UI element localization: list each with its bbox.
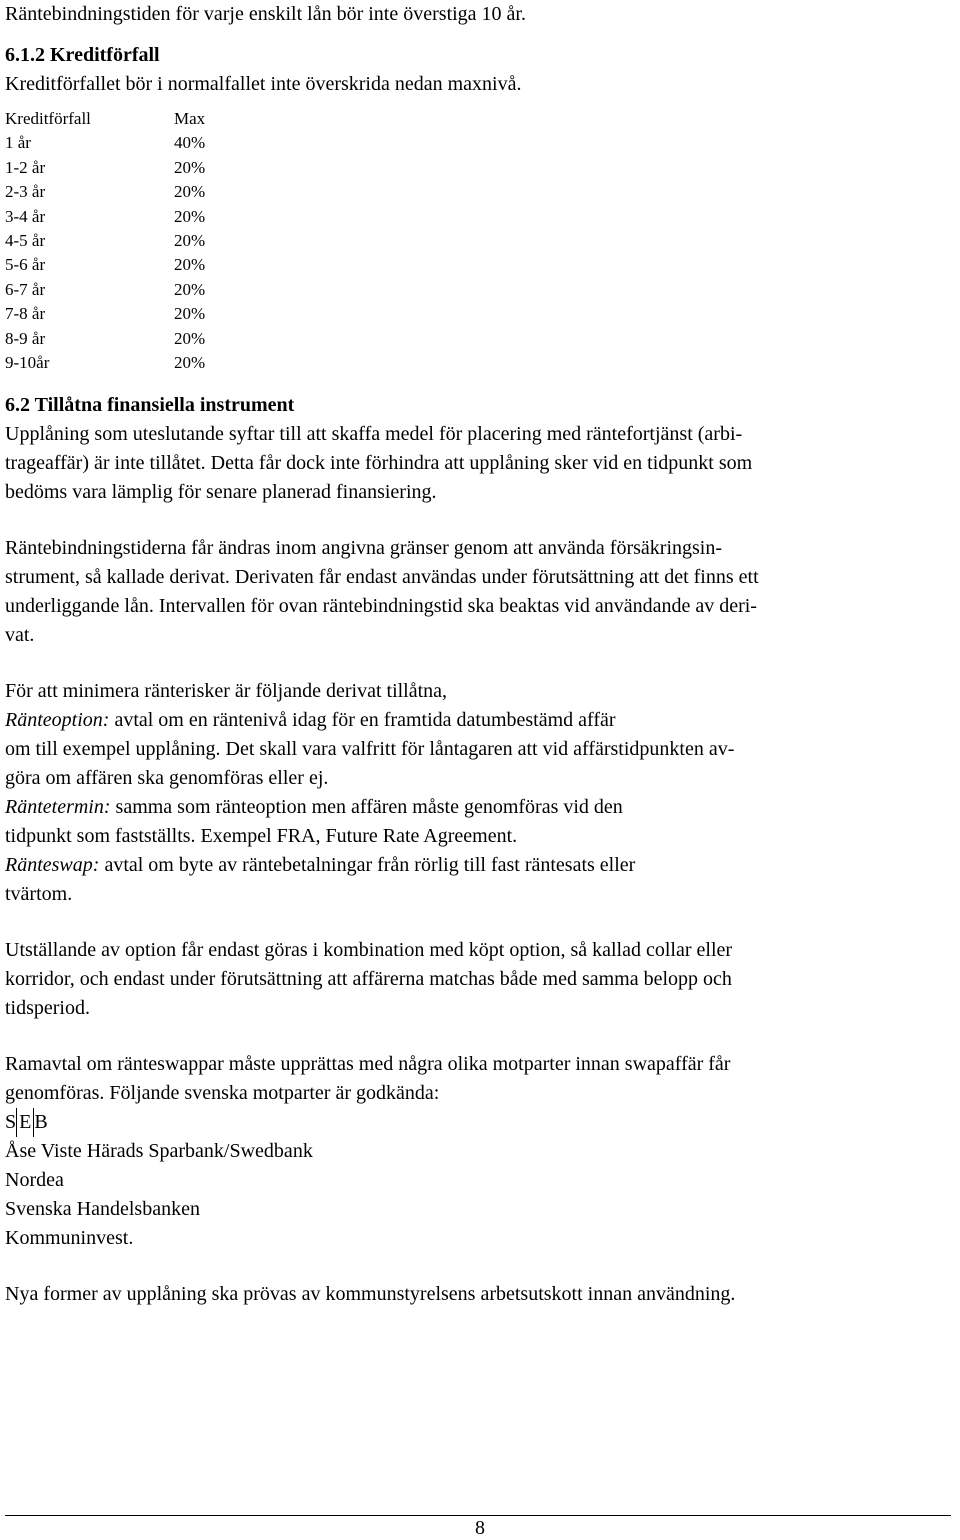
table-row <box>5 180 955 204</box>
table-cell-max: 40% <box>174 133 206 153</box>
paragraph-line: vat. <box>5 624 35 647</box>
table-cell-period: 5-6 år <box>5 255 46 275</box>
section-612-heading: 6.1.2 Kreditförfall <box>5 44 160 66</box>
paragraph-line: Upplåning som uteslutande syftar till att skaffa medel för placering med räntefortjänst (arbi- <box>5 423 743 446</box>
table-cell-period: 9-10år <box>5 353 50 373</box>
derivative-term: Ränteswap: <box>5 854 100 877</box>
seb-letter: E <box>16 1108 34 1137</box>
table-cell-period: 7-8 år <box>5 304 46 324</box>
page-number: 8 <box>475 1517 485 1539</box>
table-cell-period: 6-7 år <box>5 279 46 299</box>
paragraph-line: om till exempel upplåning. Det skall vara valfritt för låntagaren att vid affärstidpunkten av- <box>5 738 735 761</box>
table-row <box>5 278 955 302</box>
paragraph-line: tidpunkt som fastställts. Exempel FRA, Future Rate Agreement. <box>5 825 518 848</box>
paragraph-arbitrage <box>5 420 955 507</box>
table-header-max: Max <box>174 109 206 128</box>
kreditforfall-table <box>5 107 955 375</box>
derivative-description: samma som ränteoption men affären måste genomföras vid den <box>110 796 623 819</box>
table-cell-max: 20% <box>174 157 206 177</box>
derivative-description: avtal om byte av räntebetalningar från rörlig till fast räntesats eller <box>99 854 636 877</box>
table-cell-max: 20% <box>174 353 206 373</box>
table-cell-max: 20% <box>174 304 206 324</box>
table-cell-period: 8-9 år <box>5 328 46 348</box>
paragraph-line: göra om affären ska genomföras eller ej. <box>5 767 329 790</box>
intro-line: Räntebindningstiden för varje enskilt lån bör inte överstiga 10 år. <box>5 3 526 25</box>
table-header-row <box>5 107 955 131</box>
derivative-description: avtal om en räntenivå idag för en framtida datumbestämd affär <box>109 709 616 732</box>
document-page <box>5 0 955 1309</box>
counterparty-item: Kommuninvest. <box>5 1227 134 1250</box>
counterparty-item: Svenska Handelsbanken <box>5 1198 200 1221</box>
table-cell-period: 2-3 år <box>5 182 46 202</box>
section-62-heading: 6.2 Tillåtna finansiella instrument <box>5 394 295 417</box>
table-cell-max: 20% <box>174 328 206 348</box>
table-row <box>5 229 955 253</box>
paragraph-line: För att minimera ränterisker är följande derivat tillåtna, <box>5 680 448 703</box>
derivative-term: Räntetermin: <box>5 796 111 819</box>
derivative-term: Ränteoption: <box>5 709 110 732</box>
seb-letter: B <box>34 1111 48 1134</box>
table-row <box>5 131 955 155</box>
table-cell-period: 1-2 år <box>5 157 46 177</box>
paragraph-line: underliggande lån. Intervallen för ovan räntebindningstid ska beaktas vid användande av deri- <box>5 595 757 618</box>
derivative-item-termin <box>5 793 955 822</box>
counterparty-item: Åse Viste Härads Sparbank/Swedbank <box>5 1140 313 1163</box>
table-cell-max: 20% <box>174 255 206 275</box>
table-cell-period: 1 år <box>5 133 31 153</box>
seb-letter: S <box>5 1111 17 1134</box>
paragraph-line: trageaffär) är inte tillåtet. Detta får dock inte förhindra att upplåning sker vid en tidpunkt som <box>5 452 753 475</box>
paragraph-counterparties <box>5 1050 955 1253</box>
table-cell-max: 20% <box>174 231 206 251</box>
table-cell-period: 4-5 år <box>5 231 46 251</box>
table-row <box>5 351 955 375</box>
table-row <box>5 302 955 326</box>
paragraph-line: Ramavtal om ränteswappar måste upprättas med några olika motparter innan swapaffär får <box>5 1053 731 1076</box>
table-row <box>5 253 955 277</box>
paragraph-line: tvärtom. <box>5 883 73 906</box>
paragraph-line: Utställande av option får endast göras i kombination med köpt option, så kallad collar eller <box>5 939 733 962</box>
paragraph-option <box>5 936 955 1023</box>
derivative-item-swap <box>5 851 955 880</box>
counterparty-seb <box>5 1108 955 1137</box>
table-cell-max: 20% <box>174 279 206 299</box>
paragraph-derivat <box>5 534 955 650</box>
table-cell-period: 3-4 år <box>5 206 46 226</box>
table-header-period: Kreditförfall <box>5 109 91 128</box>
table-row <box>5 156 955 180</box>
table-row <box>5 205 955 229</box>
section-612-text: Kreditförfallet bör i normalfallet inte överskrida nedan maxnivå. <box>5 73 522 95</box>
paragraph-line: genomföras. Följande svenska motparter är godkända: <box>5 1082 440 1105</box>
table-row <box>5 327 955 351</box>
derivative-item-option <box>5 706 955 735</box>
paragraph-line: bedöms vara lämplig för senare planerad finansiering. <box>5 481 437 504</box>
paragraph-line: tidsperiod. <box>5 997 90 1020</box>
paragraph-allowed-derivatives <box>5 677 955 909</box>
paragraph-line: strument, så kallade derivat. Derivaten får endast användas under förutsättning att det finns ett <box>5 566 759 589</box>
counterparty-item: Nordea <box>5 1169 64 1192</box>
paragraph-new-forms: Nya former av upplåning ska prövas av kommunstyrelsens arbetsutskott innan användning. <box>5 1283 736 1306</box>
table-cell-max: 20% <box>174 182 206 202</box>
paragraph-line: Räntebindningstiderna får ändras inom angivna gränser genom att använda försäkringsin- <box>5 537 723 560</box>
table-cell-max: 20% <box>174 206 206 226</box>
paragraph-line: korridor, och endast under förutsättning att affärerna matchas både med samma belopp och <box>5 968 732 991</box>
